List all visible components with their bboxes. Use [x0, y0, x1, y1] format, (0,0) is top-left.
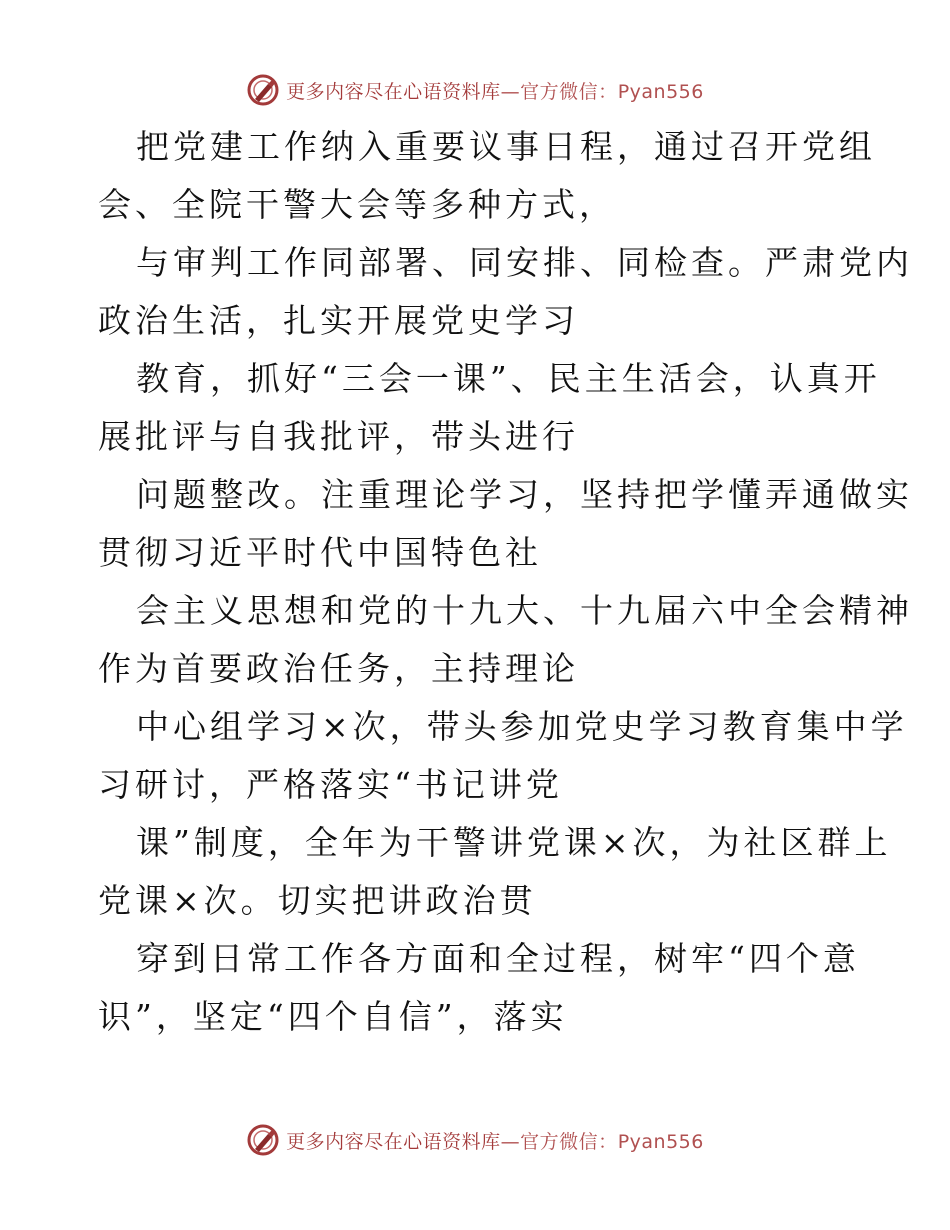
paragraph: [98, 930, 858, 1046]
banner-library-text: 更多内容尽在心语资料库: [286, 80, 501, 103]
paragraph-line: 作为首要政治任务，主持理论: [98, 649, 579, 688]
banner-official-label: 官方微信：: [520, 1130, 618, 1153]
paragraph: [98, 118, 876, 234]
fountain-pen-emblem-icon: [246, 73, 280, 107]
paragraph-line: 识”，坚定“四个自信”，落实: [98, 997, 568, 1036]
banner-library-text: 更多内容尽在心语资料库: [286, 1130, 501, 1153]
banner-text: [286, 77, 704, 104]
paragraph-line: 问题整改。注重理论学习，坚持把学懂弄通做实: [136, 475, 913, 514]
paragraph-line: 展批评与自我批评，带头进行: [98, 417, 579, 456]
banner-dash: —: [500, 80, 521, 103]
banner-text: [286, 1127, 704, 1154]
paragraph: [98, 814, 892, 930]
paragraph-line: 把党建工作纳入重要议事日程，通过召开党组: [136, 127, 876, 166]
paragraph-line: 党课×次。切实把讲政治贯: [98, 881, 537, 920]
paragraph-line: 课”制度，全年为干警讲党课×次，为社区群上: [136, 823, 892, 862]
paragraph: [98, 350, 881, 466]
paragraph-line: 穿到日常工作各方面和全过程，树牢“四个意: [136, 939, 860, 978]
paragraph-line: 贯彻习近平时代中国特色社: [98, 533, 542, 572]
paragraph-line: 习研讨，严格落实“书记讲党: [98, 765, 563, 804]
paragraph: [98, 582, 913, 698]
document-body: [98, 118, 913, 1046]
paragraph: [98, 234, 913, 350]
paragraph-line: 会、全院干警大会等多种方式，: [98, 185, 616, 224]
header-banner: [0, 70, 950, 110]
paragraph-line: 与审判工作同部署、同安排、同检查。严肃党内: [136, 243, 913, 282]
banner-wechat-id: Pyan556: [617, 80, 704, 103]
banner-official-label: 官方微信：: [520, 80, 618, 103]
banner-dash: —: [500, 1130, 521, 1153]
paragraph-line: 政治生活，扎实开展党史学习: [98, 301, 579, 340]
banner-wechat-id: Pyan556: [617, 1130, 704, 1153]
paragraph: [98, 698, 908, 814]
paragraph: [98, 466, 913, 582]
footer-banner: [0, 1120, 950, 1160]
fountain-pen-emblem-icon: [246, 1123, 280, 1157]
paragraph-line: 中心组学习×次，带头参加党史学习教育集中学: [136, 707, 908, 746]
paragraph-line: 会主义思想和党的十九大、十九届六中全会精神: [136, 591, 913, 630]
paragraph-line: 教育，抓好“三会一课”、民主生活会，认真开: [136, 359, 881, 398]
